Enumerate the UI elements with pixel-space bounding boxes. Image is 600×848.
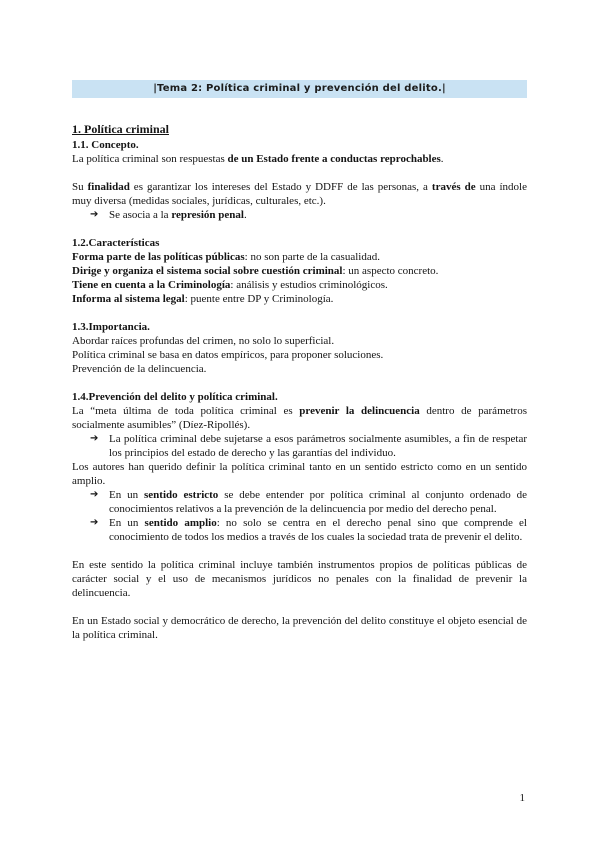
text-run-bold: través de — [431, 181, 476, 193]
bullet-item-sentido-estricto — [72, 488, 527, 516]
text-run-bold: Dirige y organiza el sistema social sobre cuestión criminal — [72, 265, 343, 277]
document-title-bar — [72, 80, 527, 98]
text-run: En un — [109, 517, 145, 529]
text-run-bold: Informa al sistema legal — [72, 293, 185, 305]
arrow-bullet-icon: ➔ — [90, 209, 99, 220]
text-run-bold: finalidad — [87, 181, 130, 193]
subsection-heading-1-1: 1.1. Concepto. — [72, 139, 139, 151]
bullet-text: La política criminal debe sujetarse a esos parámetros socialmente asumibles, a fin de respetar los principios del estado de derecho y las garantías del individuo. — [109, 433, 527, 459]
text-run: Se asocia a la — [109, 209, 172, 221]
paragraph-caracteristica-1 — [72, 250, 527, 264]
text-run-bold: Tiene en cuenta a la Criminología — [72, 279, 231, 291]
paragraph-caracteristica-2 — [72, 264, 527, 278]
bullet-item-sentido-amplio — [72, 516, 527, 544]
bullet-item-represion — [72, 208, 527, 222]
arrow-bullet-icon: ➔ — [90, 489, 99, 500]
text-run: : puente entre DP y Criminología. — [184, 293, 334, 305]
text-run: La política criminal son respuestas — [72, 153, 228, 165]
paragraph-caracteristica-4 — [72, 292, 527, 306]
paragraph-caracteristica-3 — [72, 278, 527, 292]
text-run: : un aspecto concreto. — [342, 265, 439, 277]
text-run: dentro de parámetros socialmente asumibles” (Díez-Ripollés). — [72, 405, 528, 431]
text-run: es garantizar los intereses del Estado y DDFF de las personas, a — [129, 181, 432, 193]
text-run: : no solo se centra en el derecho penal sino que comprende el conocimiento de todos los medios a través de los cuales la sociedad trata de prevenir el delito. — [109, 517, 527, 543]
text-run: La “meta última de toda política criminal es — [72, 405, 300, 417]
bullet-item-parametros — [72, 432, 527, 460]
text-run-bold: Forma parte de las políticas públicas — [72, 251, 245, 263]
paragraph-finalidad — [72, 180, 527, 208]
subsection-heading-1-2: 1.2.Características — [72, 237, 160, 249]
text-run: una índole muy diversa (medidas sociales, jurídicas, culturales, etc.). — [72, 181, 527, 207]
text-run: . — [440, 153, 444, 165]
paragraph-cita-diez-ripolles — [72, 404, 527, 432]
section-heading-1: 1. Política criminal — [72, 122, 169, 136]
bullet-text — [109, 489, 527, 515]
text-run-bold: represión penal — [171, 209, 244, 221]
bullet-text — [109, 209, 247, 221]
arrow-bullet-icon: ➔ — [90, 433, 99, 444]
paragraph-importancia-1: Abordar raíces profundas del crimen, no solo lo superficial. — [72, 335, 335, 347]
text-run: . — [243, 209, 247, 221]
text-run: En un — [109, 489, 144, 501]
paragraph-importancia-3: Prevención de la delincuencia. — [72, 363, 207, 375]
bullet-text — [109, 517, 527, 543]
text-run: : no son parte de la casualidad. — [244, 251, 380, 263]
page-title: |Tema 2: Política criminal y prevención del delito.| — [153, 83, 446, 94]
paragraph-importancia-2: Política criminal se basa en datos empíricos, para proponer soluciones. — [72, 349, 384, 361]
subsection-heading-1-3: 1.3.Importancia. — [72, 321, 150, 333]
subsection-heading-1-4: 1.4.Prevención del delito y política criminal. — [72, 391, 278, 403]
text-run-bold: prevenir la delincuencia — [299, 405, 420, 417]
text-run: se debe entender por política criminal al conjunto ordenado de conocimientos relativos a la prevención de la delincuencia por medio del derecho penal. — [109, 489, 527, 515]
page-number: 1 — [519, 792, 525, 804]
arrow-bullet-icon: ➔ — [90, 517, 99, 528]
text-run: : análisis y estudios criminológicos. — [230, 279, 388, 291]
text-run-bold: de un Estado frente a conductas reprochables — [227, 153, 441, 165]
paragraph-autores: Los autores han querido definir la política criminal tanto en un sentido estricto como en un sentido amplio. — [72, 461, 527, 487]
text-run: Su — [72, 181, 88, 193]
paragraph-instrumentos: En este sentido la política criminal incluye también instrumentos propios de políticas públicas de carácter social y el uso de mecanismos jurídicos no penales con la finalidad de prevenir la delincuencia. — [72, 559, 527, 599]
paragraph-concepto — [72, 152, 527, 166]
text-run-bold: sentido estricto — [144, 489, 219, 501]
paragraph-estado-social: En un Estado social y democrático de derecho, la prevención del delito constituye el objeto esencial de la política criminal. — [72, 615, 527, 641]
text-run-bold: sentido amplio — [144, 517, 217, 529]
